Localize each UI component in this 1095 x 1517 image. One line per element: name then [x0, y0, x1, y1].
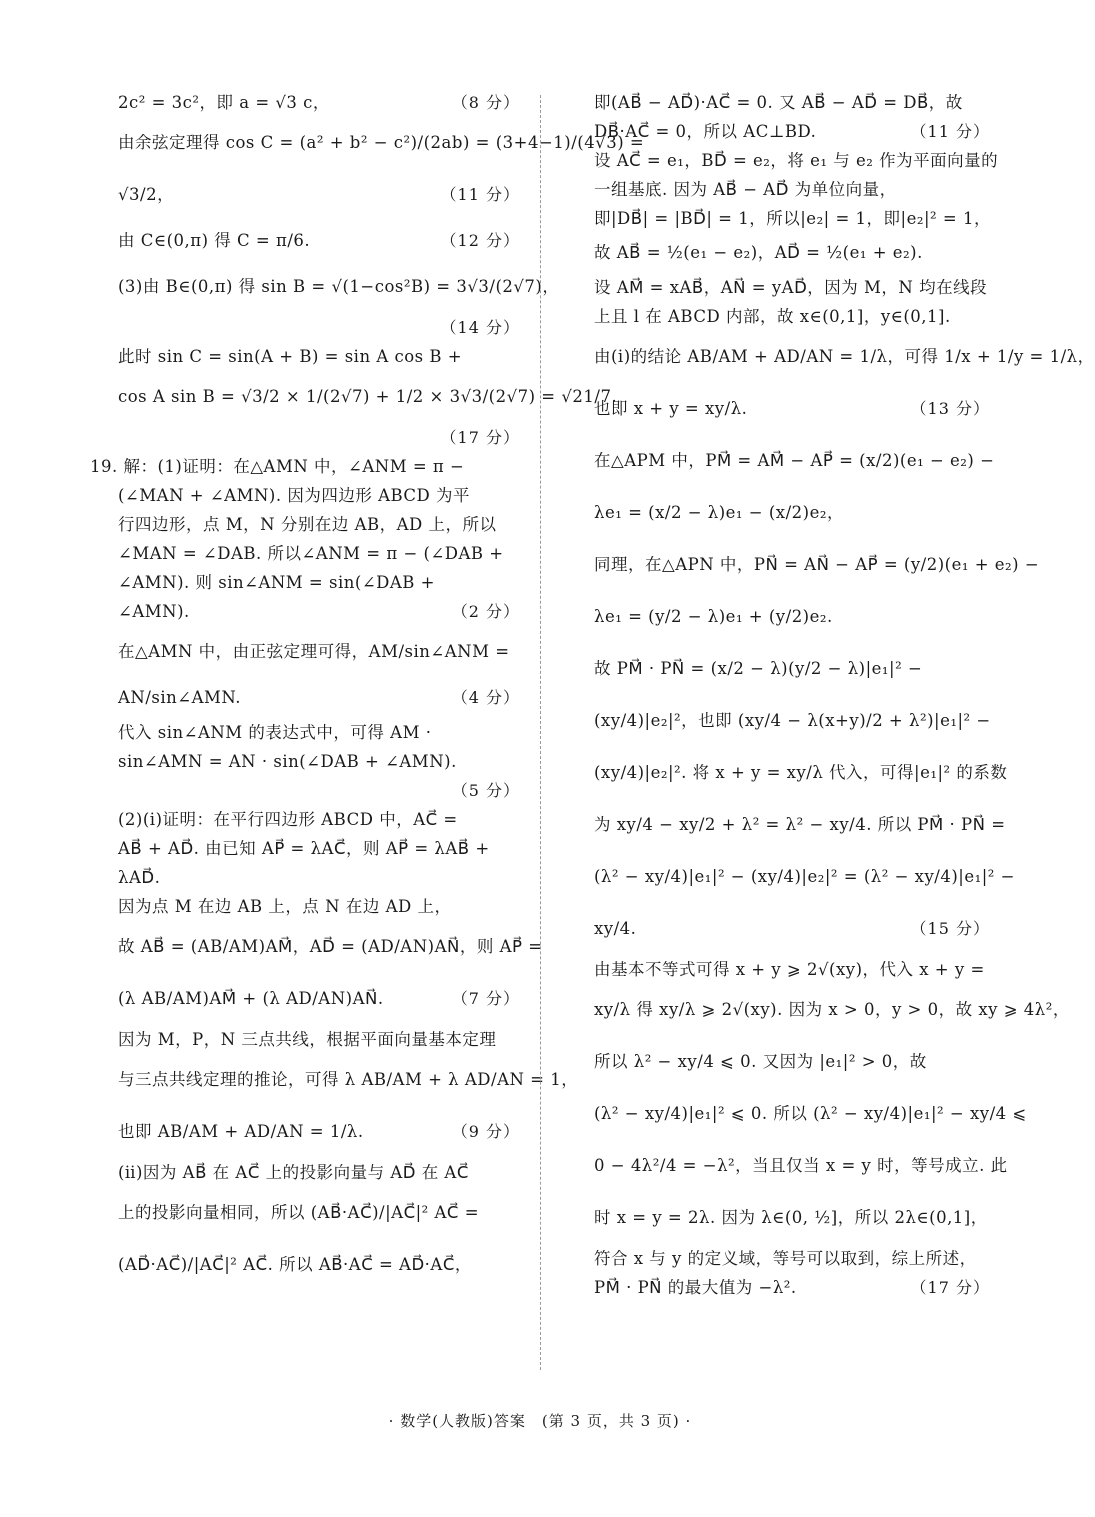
solution-line	[118, 423, 520, 452]
solution-text: ∠AMN). 则 sin∠ANM = sin(∠DAB +	[118, 573, 435, 592]
solution-line	[594, 1140, 1008, 1192]
solution-line	[118, 313, 520, 342]
solution-text: (λ² − xy/4)|e₁|² ⩽ 0. 所以 (λ² − xy/4)|e₁|² − xy/4 ⩽	[594, 1104, 1027, 1123]
solution-line	[118, 973, 520, 1025]
solution-line	[118, 88, 520, 117]
score-marker: （9 分）	[446, 1106, 520, 1158]
solution-text: 一组基底. 因为 AB⃗ − AD⃗ 为单位向量，	[594, 180, 897, 199]
solution-text: 即|DB⃗| = |BD⃗| = 1，所以|e₂| = 1，即|e₂|² = 1，	[594, 209, 991, 228]
solution-text: 故 AB⃗ = ½(e₁ − e₂)，AD⃗ = ½(e₁ + e₂).	[594, 243, 923, 262]
solution-text: 也即 AB/AM + AD/AN = 1/λ.	[118, 1122, 364, 1141]
solution-line	[594, 117, 990, 146]
solution-text: (3)由 B∈(0,π) 得 sin B = √(1−cos²B) = 3√3/(2√7)，	[118, 277, 560, 296]
solution-line	[594, 1036, 990, 1088]
solution-line	[594, 984, 1070, 1036]
solution-text: (λ² − xy/4)|e₁|² − (xy/4)|e₂|² = (λ² − xy/4)|e₁|² −	[594, 867, 1015, 886]
solution-line	[118, 568, 520, 597]
solution-line	[594, 1192, 990, 1244]
score-marker: （12 分）	[435, 221, 520, 261]
score-marker: （11 分）	[435, 169, 520, 221]
solution-line	[118, 1187, 520, 1239]
score-marker: （2 分）	[446, 597, 520, 626]
solution-line	[118, 805, 520, 834]
solution-text: λe₁ = (x/2 − λ)e₁ − (x/2)e₂，	[594, 503, 844, 522]
solution-text: √3/2，	[118, 185, 175, 204]
solution-line	[90, 452, 520, 481]
solution-text: (λ AB/AM)AM⃗ + (λ AD/AN)AN⃗.	[118, 989, 384, 1008]
solution-text: 上的投影向量相同，所以 (AB⃗·AC⃗)/|AC⃗|² AC⃗ =	[118, 1203, 480, 1222]
score-marker: （8 分）	[446, 88, 520, 117]
solution-line	[594, 487, 990, 539]
solution-line	[594, 175, 990, 204]
solution-text: xy/4.	[594, 919, 637, 938]
solution-line	[594, 146, 999, 175]
solution-text: PM⃗ · PN⃗ 的最大值为 −λ².	[594, 1278, 797, 1297]
score-marker: （7 分）	[446, 973, 520, 1025]
solution-line	[118, 169, 520, 221]
solution-text: 由余弦定理得 cos C = (a² + b² − c²)/(2ab) = (3+4−1)/(4√3) =	[118, 133, 645, 152]
solution-text: 所以 λ² − xy/4 ⩽ 0. 又因为 |e₁|² > 0，故	[594, 1052, 927, 1071]
solution-text: cos A sin B = √3/2 × 1/(2√7) + 1/2 × 3√3/(2√7) = √21/7.	[118, 387, 618, 406]
solution-text: 故 AB⃗ = (AB/AM)AM⃗，AD⃗ = (AD/AN)AN⃗，则 AP⃗ =	[118, 937, 543, 956]
right-column	[594, 88, 1095, 1357]
solution-text: (2)(ⅰ)证明：在平行四边形 ABCD 中，AC⃗ =	[118, 810, 458, 829]
solution-text: DB⃗·AC⃗ = 0，所以 AC⊥BD.	[594, 122, 817, 141]
solution-text: 即(AB⃗ − AD⃗)·AC⃗ = 0. 又 AB⃗ − AD⃗ = DB⃗，故	[594, 93, 963, 112]
solution-text: AB⃗ + AD⃗. 由已知 AP⃗ = λAC⃗，则 AP⃗ = λAB⃗ +	[118, 839, 490, 858]
solution-line	[118, 1025, 520, 1054]
solution-text: 上且 l 在 ABCD 内部，故 x∈(0,1]，y∈(0,1].	[594, 307, 951, 326]
solution-text: 也即 x + y = xy/λ.	[594, 399, 748, 418]
solution-text: (ⅱ)因为 AB⃗ 在 AC⃗ 上的投影向量与 AD⃗ 在 AC⃗	[118, 1163, 469, 1182]
solution-line	[118, 678, 520, 718]
solution-text: 由(ⅰ)的结论 AB/AM + AD/AN = 1/λ，可得 1/x + 1/y = 1/λ，	[594, 347, 1095, 366]
solution-line	[118, 1054, 579, 1106]
score-marker: （14 分）	[435, 318, 520, 337]
score-marker: （15 分）	[905, 903, 990, 955]
page-footer: · 数学(人教版)答案 (第 3 页，共 3 页) ·	[388, 1412, 692, 1430]
solution-text: 故 PM⃗ · PN⃗ = (x/2 − λ)(y/2 − λ)|e₁|² −	[594, 659, 923, 678]
solution-text: 由基本不等式可得 x + y ⩾ 2√(xy)，代入 x + y =	[594, 960, 985, 979]
solution-line	[118, 921, 543, 973]
solution-text: ∠AMN).	[118, 602, 190, 621]
solution-line	[118, 1106, 520, 1158]
solution-text: (∠MAN + ∠AMN). 因为四边形 ABCD 为平	[118, 486, 471, 505]
solution-text: 符合 x 与 y 的定义域，等号可以取到，综上所述，	[594, 1249, 977, 1268]
solution-line	[594, 331, 1095, 383]
column-divider	[540, 95, 541, 1370]
solution-line	[594, 383, 990, 435]
solution-text: 19. 解：(1)证明：在△AMN 中，∠ANM = π −	[90, 457, 465, 476]
solution-line	[594, 1088, 1027, 1140]
solution-line	[118, 342, 520, 371]
solution-text: 0 − 4λ²/4 = −λ²，当且仅当 x = y 时，等号成立. 此	[594, 1156, 1008, 1175]
solution-line	[118, 863, 520, 892]
solution-line	[594, 747, 1008, 799]
solution-text: (xy/4)|e₂|². 将 x + y = xy/λ 代入，可得|e₁|² 的系数	[594, 763, 1008, 782]
solution-text: xy/λ 得 xy/λ ⩾ 2√(xy). 因为 x > 0，y > 0，故 xy ⩾ 4λ²，	[594, 1000, 1070, 1019]
solution-line	[594, 539, 1040, 591]
solution-text: 设 AM⃗ = xAB⃗，AN⃗ = yAD⃗，因为 M，N 均在线段	[594, 278, 988, 297]
solution-text: 与三点共线定理的推论，可得 λ AB/AM + λ AD/AN = 1，	[118, 1070, 579, 1089]
solution-line	[594, 695, 990, 747]
solution-line	[594, 435, 995, 487]
solution-text: λe₁ = (y/2 − λ)e₁ + (y/2)e₂.	[594, 607, 833, 626]
solution-text: 代入 sin∠ANM 的表达式中，可得 AM ·	[118, 723, 432, 742]
solution-line	[594, 88, 990, 117]
solution-text: 2c² = 3c²，即 a = √3 c，	[118, 93, 330, 112]
solution-text: 由 C∈(0,π) 得 C = π/6.	[118, 231, 311, 250]
solution-line	[594, 903, 990, 955]
solution-text: 同理，在△APN 中，PN⃗ = AN⃗ − AP⃗ = (y/2)(e₁ + e₂) −	[594, 555, 1040, 574]
solution-line	[118, 892, 520, 921]
score-marker: （5 分）	[446, 781, 520, 800]
solution-line	[118, 718, 520, 747]
solution-text: AN/sin∠AMN.	[118, 688, 242, 707]
solution-text: 为 xy/4 − xy/2 + λ² = λ² − xy/4. 所以 PM⃗ · PN⃗ =	[594, 815, 1006, 834]
solution-line	[594, 1244, 990, 1273]
solution-line	[118, 834, 520, 863]
solution-line	[594, 799, 1006, 851]
solution-line	[118, 117, 645, 169]
solution-text: sin∠AMN = AN · sin(∠DAB + ∠AMN).	[118, 752, 457, 771]
solution-line	[118, 776, 520, 805]
solution-line	[594, 302, 990, 331]
solution-text: 行四边形，点 M，N 分别在边 AB，AD 上，所以	[118, 515, 497, 534]
solution-text: 在△AMN 中，由正弦定理可得，AM/sin∠ANM =	[118, 642, 510, 661]
score-marker: （4 分）	[446, 678, 520, 718]
solution-line	[118, 626, 520, 678]
solution-line	[118, 261, 560, 313]
solution-line	[594, 204, 990, 233]
solution-line	[118, 371, 618, 423]
score-marker: （11 分）	[905, 117, 990, 146]
solution-line	[594, 591, 990, 643]
solution-text: ∠MAN = ∠DAB. 所以∠ANM = π − (∠DAB +	[118, 544, 504, 563]
solution-text: 设 AC⃗ = e₁，BD⃗ = e₂，将 e₁ 与 e₂ 作为平面向量的	[594, 151, 999, 170]
score-marker: （13 分）	[905, 383, 990, 435]
solution-text: 因为 M，P，N 三点共线，根据平面向量基本定理	[118, 1030, 497, 1049]
solution-line	[118, 1158, 520, 1187]
solution-line	[118, 221, 520, 261]
solution-line	[118, 1239, 520, 1291]
solution-line	[594, 233, 990, 273]
solution-line	[594, 643, 990, 695]
solution-text: 因为点 M 在边 AB 上，点 N 在边 AD 上，	[118, 897, 452, 916]
solution-text: 时 x = y = 2λ. 因为 λ∈(0, ½]，所以 2λ∈(0,1]，	[594, 1208, 988, 1227]
solution-text: 此时 sin C = sin(A + B) = sin A cos B +	[118, 347, 463, 366]
solution-text: 在△APM 中，PM⃗ = AM⃗ − AP⃗ = (x/2)(e₁ − e₂) −	[594, 451, 995, 470]
solution-text: (xy/4)|e₂|²，也即 (xy/4 − λ(x+y)/2 + λ²)|e₁|² −	[594, 711, 991, 730]
solution-line	[594, 1273, 990, 1302]
solution-line	[118, 539, 520, 568]
solution-line	[594, 955, 990, 984]
solution-text: λAD⃗.	[118, 868, 161, 887]
solution-line	[118, 597, 520, 626]
score-marker: （17 分）	[905, 1273, 990, 1302]
solution-line	[118, 481, 520, 510]
solution-line	[118, 747, 520, 776]
score-marker: （17 分）	[435, 428, 520, 447]
solution-line	[594, 273, 990, 302]
solution-line	[594, 851, 1015, 903]
solution-text: (AD⃗·AC⃗)/|AC⃗|² AC⃗. 所以 AB⃗·AC⃗ = AD⃗·AC⃗，	[118, 1255, 472, 1274]
solution-line	[118, 510, 520, 539]
